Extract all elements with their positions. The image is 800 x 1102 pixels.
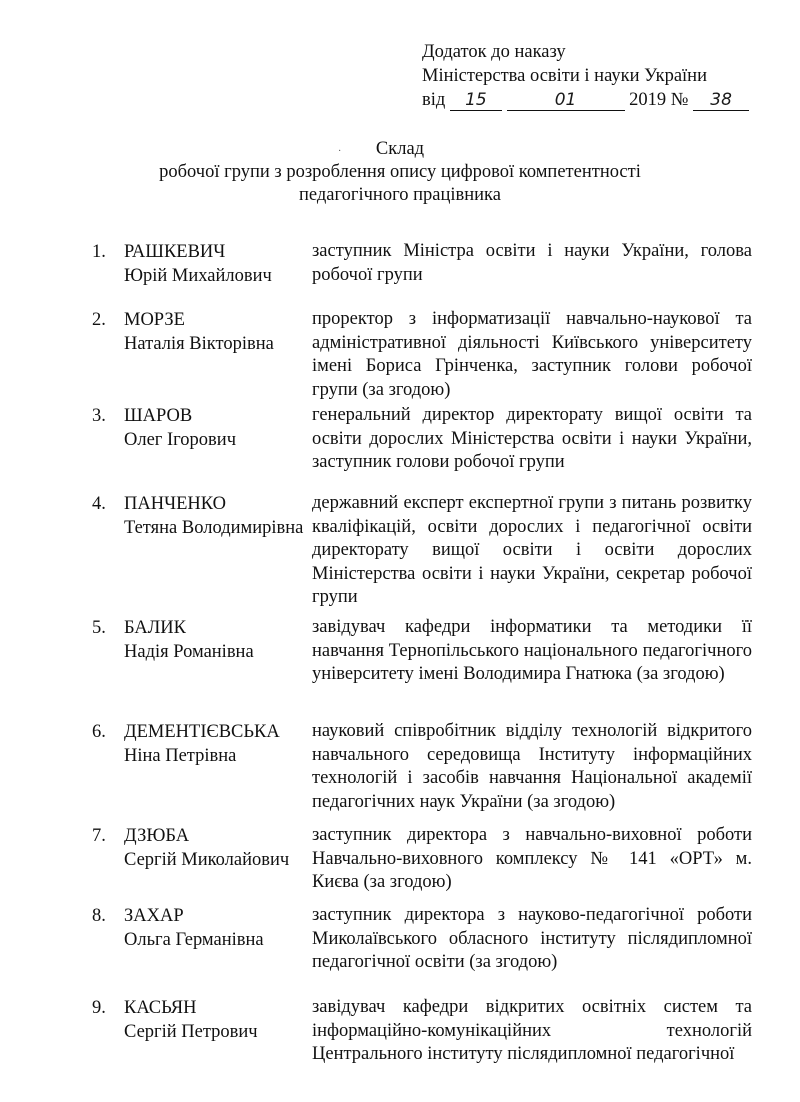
member-given-name: Тетяна Володимирівна (124, 518, 304, 538)
member-name (124, 616, 304, 664)
member-name (124, 492, 304, 540)
member-given-name: Сергій Петрович (124, 1022, 258, 1042)
member-name (124, 240, 304, 288)
member-number: 8. (92, 906, 106, 926)
member-given-name: Сергій Миколайович (124, 850, 290, 870)
member-surname: ШАРОВ (124, 406, 193, 426)
annex-line: Додаток до наказу (422, 42, 566, 62)
member-name (124, 824, 304, 872)
member-given-name: Олег Ігорович (124, 430, 236, 450)
member-surname: ПАНЧЕНКО (124, 494, 227, 514)
member-number: 3. (92, 406, 106, 426)
member-position: заступник директора з науково-педагогічної роботи Миколаївського обласного інституту післядипломної педагогічної освіти (за згодою) (312, 905, 752, 972)
member-number: 2. (92, 310, 106, 330)
stray-mark: · (338, 146, 342, 157)
member-given-name: Юрій Михайлович (124, 266, 272, 286)
date-month: 01 (507, 90, 625, 111)
member-surname: ДЗЮБА (124, 826, 190, 846)
member-position: завідувач кафедри інформатики та методики її навчання Тернопільського національного педагогічного університету імені Володимира Гнатюка (за згодою) (312, 617, 752, 684)
date-number-line (422, 88, 749, 112)
ministry-line: Міністерства освіти і науки України (422, 66, 707, 86)
member-number: 6. (92, 722, 106, 742)
member-position: державний експерт експертної групи з питань розвитку кваліфікацій, освіти дорослих і педагогічної освіти директорату вищої освіти і освіти дорослих Міністерства освіти і науки України, секретар робочої групи (312, 493, 752, 607)
member-position: заступник Міністра освіти і науки України, голова робочої групи (312, 241, 752, 285)
member-number: 7. (92, 826, 106, 846)
member-position: проректор з інформатизації навчально-наукової та адміністративної діяльності Київського університету імені Бориса Грінченка, заступник голови робочої групи (за згодою) (312, 309, 752, 400)
member-given-name: Ніна Петрівна (124, 746, 237, 766)
member-given-name: Надія Романівна (124, 642, 254, 662)
member-surname: РАШКЕВИЧ (124, 242, 226, 262)
title-line-2: робочої групи з розроблення опису цифрової компетентності (159, 162, 641, 182)
member-number: 9. (92, 998, 106, 1018)
title-line-1: Склад (375, 139, 425, 159)
member-surname: ЗАХАР (124, 906, 184, 926)
member-name (124, 404, 304, 452)
member-name (124, 720, 304, 768)
member-given-name: Наталія Вікторівна (124, 334, 274, 354)
member-position: науковий співробітник відділу технологій відкритого навчального середовища Інституту інформаційних технологій і засобів навчання Національної академії педагогічних наук України (за згодою) (312, 721, 752, 812)
title-line-3: педагогічного працівника (299, 185, 501, 205)
member-name (124, 308, 304, 356)
order-number: 38 (693, 90, 749, 111)
member-position: завідувач кафедри відкритих освітніх систем та інформаційно-комунікаційних технологій Центрального інституту післядипломної педагогічної (312, 997, 752, 1064)
member-name (124, 904, 304, 952)
date-day: 15 (450, 90, 502, 111)
date-year-number-label: 2019 № (629, 90, 689, 110)
member-given-name: Ольга Германівна (124, 930, 264, 950)
order-annex-header (422, 40, 749, 112)
member-name (124, 996, 304, 1044)
date-prefix: від (422, 90, 446, 110)
document-title (0, 138, 800, 207)
member-position: заступник директора з навчально-виховної роботи Навчально-виховного комплексу № 141 «ОРТ» м. Києва (за згодою) (312, 825, 752, 892)
member-surname: ДЕМЕНТІЄВСЬКА (124, 722, 280, 742)
member-number: 4. (92, 494, 106, 514)
member-position: генеральний директор директорату вищої освіти та освіти дорослих Міністерства освіти і науки України, заступник голови робочої групи (312, 405, 752, 472)
member-surname: МОРЗЕ (124, 310, 185, 330)
member-number: 5. (92, 618, 106, 638)
member-number: 1. (92, 242, 106, 262)
member-surname: КАСЬЯН (124, 998, 197, 1018)
member-surname: БАЛИК (124, 618, 186, 638)
